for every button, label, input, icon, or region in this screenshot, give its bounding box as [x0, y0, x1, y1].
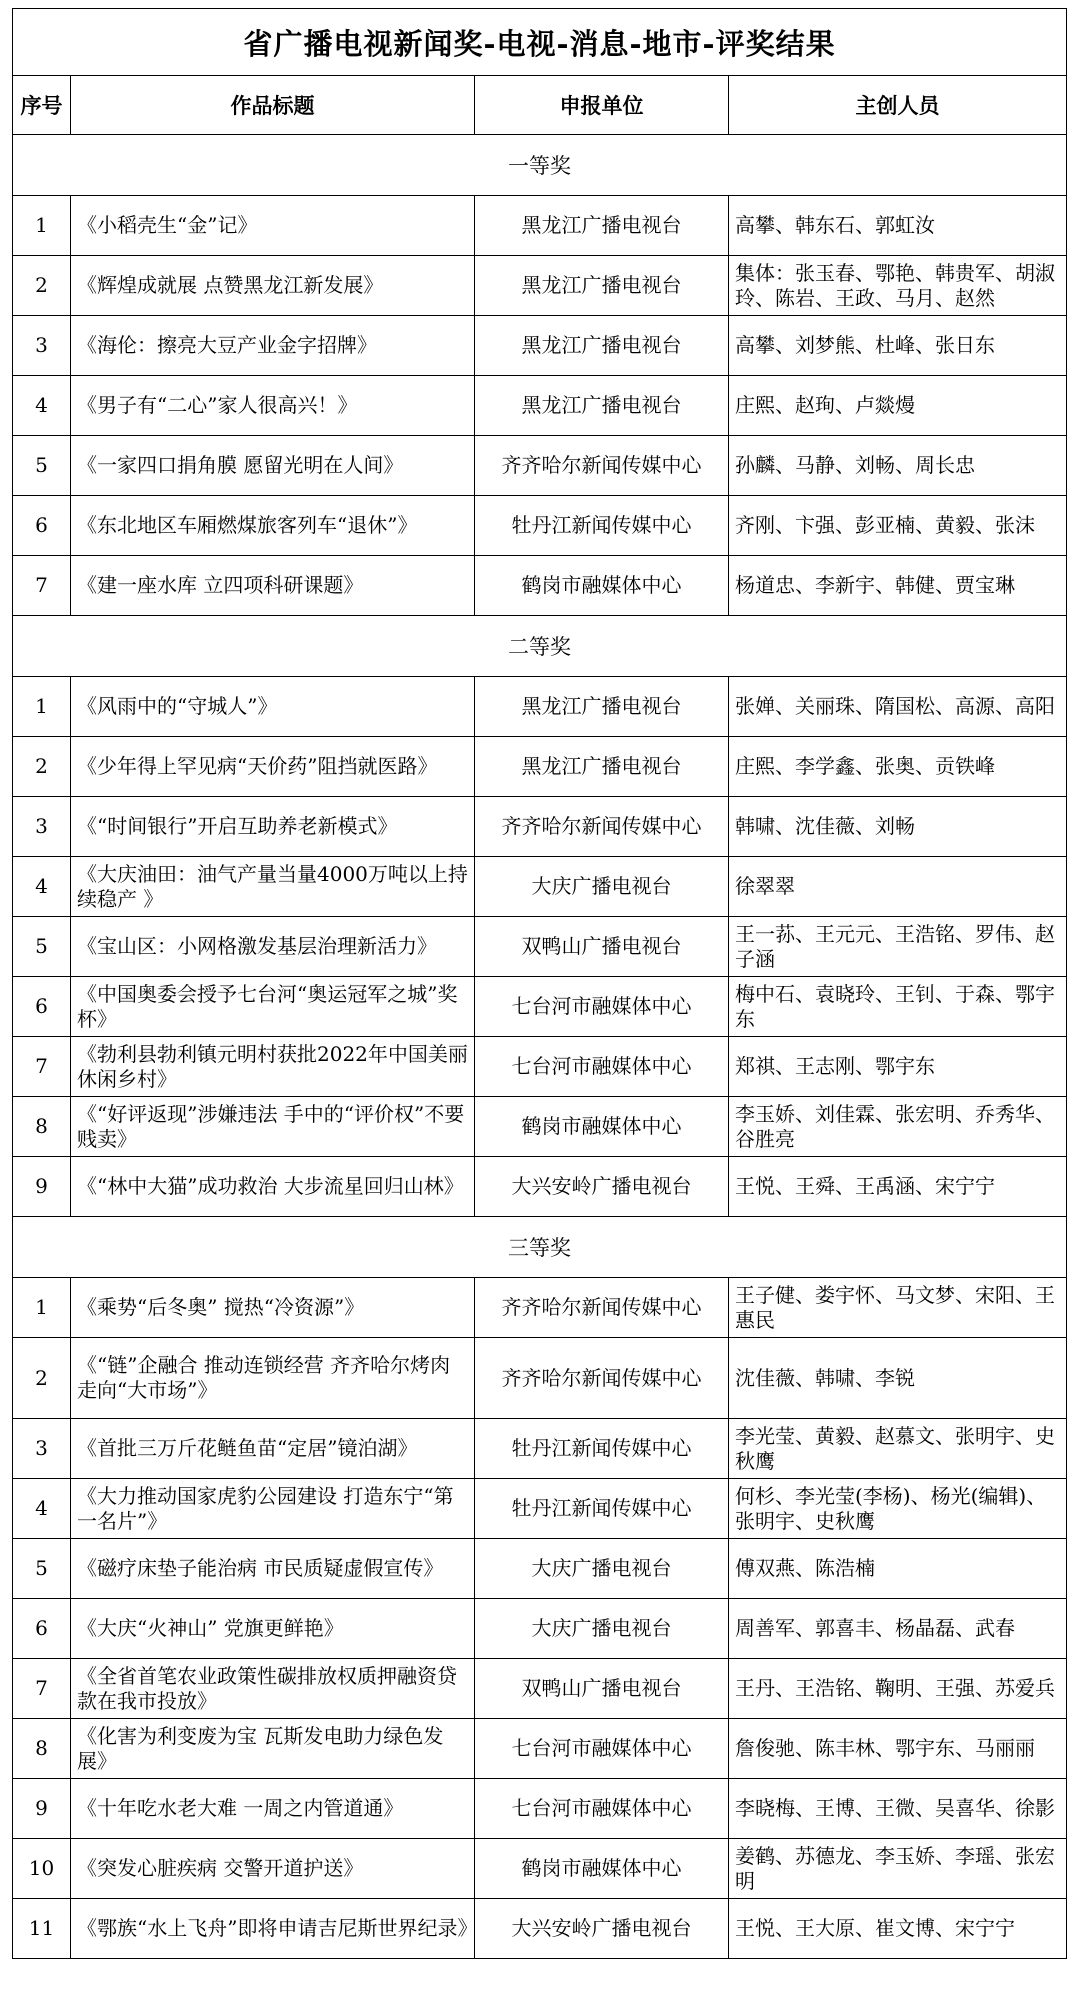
cell-number: 2: [13, 1338, 71, 1419]
cell-work-title: 《小稻壳生“金”记》: [71, 196, 475, 256]
cell-creators: 齐刚、卞强、彭亚楠、黄毅、张沫: [729, 496, 1067, 556]
cell-unit: 齐齐哈尔新闻传媒中心: [475, 1338, 729, 1419]
table-row: [13, 1338, 1067, 1419]
cell-creators: 沈佳薇、韩啸、李锐: [729, 1338, 1067, 1419]
cell-unit: 七台河市融媒体中心: [475, 1719, 729, 1779]
cell-number: 4: [13, 376, 71, 436]
table-row: [13, 1659, 1067, 1719]
cell-number: 7: [13, 556, 71, 616]
cell-unit: 鹤岗市融媒体中心: [475, 1097, 729, 1157]
header-creators: 主创人员: [729, 76, 1067, 135]
cell-unit: 大兴安岭广播电视台: [475, 1899, 729, 1959]
cell-creators: 徐翠翠: [729, 857, 1067, 917]
table-row: [13, 977, 1067, 1037]
header-row: [13, 76, 1067, 135]
cell-number: 3: [13, 316, 71, 376]
cell-work-title: 《突发心脏疾病 交警开道护送》: [71, 1839, 475, 1899]
cell-work-title: 《鄂族“水上飞舟”即将申请吉尼斯世界纪录》: [71, 1899, 475, 1959]
cell-work-title: 《磁疗床垫子能治病 市民质疑虚假宣传》: [71, 1539, 475, 1599]
cell-number: 7: [13, 1659, 71, 1719]
cell-creators: 傅双燕、陈浩楠: [729, 1539, 1067, 1599]
cell-number: 9: [13, 1157, 71, 1217]
cell-work-title: 《全省首笔农业政策性碳排放权质押融资贷款在我市投放》: [71, 1659, 475, 1719]
cell-number: 1: [13, 1278, 71, 1338]
table-row: [13, 1899, 1067, 1959]
cell-work-title: 《“好评返现”涉嫌违法 手中的“评价权”不要贱卖》: [71, 1097, 475, 1157]
table-row: [13, 1278, 1067, 1338]
section-row: [13, 616, 1067, 677]
header-unit: 申报单位: [475, 76, 729, 135]
table-row: [13, 677, 1067, 737]
cell-number: 5: [13, 1539, 71, 1599]
table-row: [13, 376, 1067, 436]
cell-number: 2: [13, 737, 71, 797]
table-row: [13, 1599, 1067, 1659]
table-row: [13, 857, 1067, 917]
table-row: [13, 917, 1067, 977]
cell-creators: 周善军、郭喜丰、杨晶磊、武春: [729, 1599, 1067, 1659]
cell-number: 3: [13, 1419, 71, 1479]
cell-work-title: 《海伦：擦亮大豆产业金字招牌》: [71, 316, 475, 376]
section-row: [13, 135, 1067, 196]
cell-work-title: 《十年吃水老大难 一周之内管道通》: [71, 1779, 475, 1839]
table-row: [13, 797, 1067, 857]
cell-unit: 双鸭山广播电视台: [475, 1659, 729, 1719]
header-title: 作品标题: [71, 76, 475, 135]
cell-number: 2: [13, 256, 71, 316]
cell-creators: 孙麟、马静、刘畅、周长忠: [729, 436, 1067, 496]
cell-creators: 王子健、娄宇怀、马文梦、宋阳、王惠民: [729, 1278, 1067, 1338]
cell-unit: 黑龙江广播电视台: [475, 256, 729, 316]
cell-creators: 郑祺、王志刚、鄂宇东: [729, 1037, 1067, 1097]
cell-unit: 牡丹江新闻传媒中心: [475, 1419, 729, 1479]
cell-creators: 庄熙、李学鑫、张奥、贡铁峰: [729, 737, 1067, 797]
cell-creators: 王悦、王大原、崔文博、宋宁宁: [729, 1899, 1067, 1959]
cell-work-title: 《男子有“二心”家人很高兴！》: [71, 376, 475, 436]
cell-number: 11: [13, 1899, 71, 1959]
cell-work-title: 《风雨中的“守城人”》: [71, 677, 475, 737]
cell-creators: 集体：张玉春、鄂艳、韩贵军、胡淑玲、陈岩、王政、马月、赵然: [729, 256, 1067, 316]
table-row: [13, 1479, 1067, 1539]
cell-unit: 齐齐哈尔新闻传媒中心: [475, 436, 729, 496]
cell-work-title: 《“链”企融合 推动连锁经营 齐齐哈尔烤肉走向“大市场”》: [71, 1338, 475, 1419]
cell-work-title: 《首批三万斤花鲢鱼苗“定居”镜泊湖》: [71, 1419, 475, 1479]
cell-unit: 双鸭山广播电视台: [475, 917, 729, 977]
cell-creators: 韩啸、沈佳薇、刘畅: [729, 797, 1067, 857]
cell-creators: 李光莹、黄毅、赵慕文、张明宇、史秋鹰: [729, 1419, 1067, 1479]
table-row: [13, 196, 1067, 256]
table-row: [13, 1097, 1067, 1157]
cell-number: 4: [13, 857, 71, 917]
cell-unit: 黑龙江广播电视台: [475, 737, 729, 797]
cell-work-title: 《“时间银行”开启互助养老新模式》: [71, 797, 475, 857]
cell-unit: 鹤岗市融媒体中心: [475, 556, 729, 616]
cell-unit: 鹤岗市融媒体中心: [475, 1839, 729, 1899]
cell-number: 6: [13, 1599, 71, 1659]
cell-creators: 高攀、韩东石、郭虹汝: [729, 196, 1067, 256]
cell-work-title: 《大庆油田：油气产量当量4000万吨以上持续稳产 》: [71, 857, 475, 917]
cell-creators: 李玉娇、刘佳霖、张宏明、乔秀华、谷胜亮: [729, 1097, 1067, 1157]
cell-work-title: 《乘势“后冬奥” 搅热“冷资源”》: [71, 1278, 475, 1338]
cell-unit: 黑龙江广播电视台: [475, 376, 729, 436]
cell-unit: 大庆广播电视台: [475, 1599, 729, 1659]
section-heading: 一等奖: [13, 135, 1067, 196]
table-row: [13, 737, 1067, 797]
cell-work-title: 《大力推动国家虎豹公园建设 打造东宁“第一名片”》: [71, 1479, 475, 1539]
cell-unit: 七台河市融媒体中心: [475, 1779, 729, 1839]
cell-creators: 李晓梅、王博、王微、吴喜华、徐影: [729, 1779, 1067, 1839]
cell-work-title: 《少年得上罕见病“天价药”阻挡就医路》: [71, 737, 475, 797]
title-row: [13, 9, 1067, 76]
cell-unit: 七台河市融媒体中心: [475, 977, 729, 1037]
cell-work-title: 《勃利县勃利镇元明村获批2022年中国美丽休闲乡村》: [71, 1037, 475, 1097]
cell-number: 7: [13, 1037, 71, 1097]
cell-creators: 杨道忠、李新宇、韩健、贾宝琳: [729, 556, 1067, 616]
table-title: 省广播电视新闻奖-电视-消息-地市-评奖结果: [13, 9, 1067, 76]
results-sheet: [12, 8, 1066, 1959]
cell-work-title: 《“林中大猫”成功救治 大步流星回归山林》: [71, 1157, 475, 1217]
cell-number: 5: [13, 917, 71, 977]
cell-work-title: 《一家四口捐角膜 愿留光明在人间》: [71, 436, 475, 496]
cell-number: 10: [13, 1839, 71, 1899]
cell-number: 6: [13, 496, 71, 556]
cell-creators: 王丹、王浩铭、鞠明、王强、苏爱兵: [729, 1659, 1067, 1719]
cell-work-title: 《中国奥委会授予七台河“奥运冠军之城”奖杯》: [71, 977, 475, 1037]
table-row: [13, 1539, 1067, 1599]
cell-unit: 大庆广播电视台: [475, 1539, 729, 1599]
cell-unit: 牡丹江新闻传媒中心: [475, 1479, 729, 1539]
cell-unit: 大兴安岭广播电视台: [475, 1157, 729, 1217]
table-row: [13, 1839, 1067, 1899]
section-row: [13, 1217, 1067, 1278]
table-row: [13, 1157, 1067, 1217]
table-row: [13, 256, 1067, 316]
cell-creators: 高攀、刘梦熊、杜峰、张日东: [729, 316, 1067, 376]
cell-work-title: 《化害为利变废为宝 瓦斯发电助力绿色发展》: [71, 1719, 475, 1779]
cell-creators: 何杉、李光莹(李杨)、杨光(编辑)、张明宇、史秋鹰: [729, 1479, 1067, 1539]
cell-unit: 牡丹江新闻传媒中心: [475, 496, 729, 556]
cell-number: 9: [13, 1779, 71, 1839]
cell-creators: 梅中石、袁晓玲、王钊、于森、鄂宇东: [729, 977, 1067, 1037]
results-table: [12, 8, 1067, 1959]
cell-work-title: 《东北地区车厢燃煤旅客列车“退休”》: [71, 496, 475, 556]
cell-work-title: 《辉煌成就展 点赞黑龙江新发展》: [71, 256, 475, 316]
section-heading: 三等奖: [13, 1217, 1067, 1278]
cell-unit: 齐齐哈尔新闻传媒中心: [475, 1278, 729, 1338]
table-row: [13, 1419, 1067, 1479]
table-row: [13, 1037, 1067, 1097]
cell-work-title: 《大庆“火神山” 党旗更鲜艳》: [71, 1599, 475, 1659]
cell-number: 4: [13, 1479, 71, 1539]
cell-number: 3: [13, 797, 71, 857]
cell-unit: 黑龙江广播电视台: [475, 677, 729, 737]
cell-creators: 王一荪、王元元、王浩铭、罗伟、赵子涵: [729, 917, 1067, 977]
cell-number: 5: [13, 436, 71, 496]
cell-creators: 姜鹤、苏德龙、李玉娇、李瑶、张宏明: [729, 1839, 1067, 1899]
cell-number: 8: [13, 1719, 71, 1779]
cell-unit: 七台河市融媒体中心: [475, 1037, 729, 1097]
table-row: [13, 1779, 1067, 1839]
table-row: [13, 436, 1067, 496]
cell-unit: 黑龙江广播电视台: [475, 196, 729, 256]
cell-work-title: 《宝山区：小网格激发基层治理新活力》: [71, 917, 475, 977]
table-row: [13, 1719, 1067, 1779]
header-no: 序号: [13, 76, 71, 135]
cell-creators: 庄熙、赵珣、卢燚熳: [729, 376, 1067, 436]
section-heading: 二等奖: [13, 616, 1067, 677]
cell-creators: 张婵、关丽珠、隋国松、高源、高阳: [729, 677, 1067, 737]
cell-number: 1: [13, 196, 71, 256]
cell-creators: 王悦、王舜、王禹涵、宋宁宁: [729, 1157, 1067, 1217]
cell-unit: 大庆广播电视台: [475, 857, 729, 917]
table-row: [13, 496, 1067, 556]
table-row: [13, 316, 1067, 376]
table-row: [13, 556, 1067, 616]
cell-number: 8: [13, 1097, 71, 1157]
cell-unit: 齐齐哈尔新闻传媒中心: [475, 797, 729, 857]
cell-unit: 黑龙江广播电视台: [475, 316, 729, 376]
cell-number: 6: [13, 977, 71, 1037]
cell-work-title: 《建一座水库 立四项科研课题》: [71, 556, 475, 616]
cell-creators: 詹俊驰、陈丰林、鄂宇东、马丽丽: [729, 1719, 1067, 1779]
cell-number: 1: [13, 677, 71, 737]
